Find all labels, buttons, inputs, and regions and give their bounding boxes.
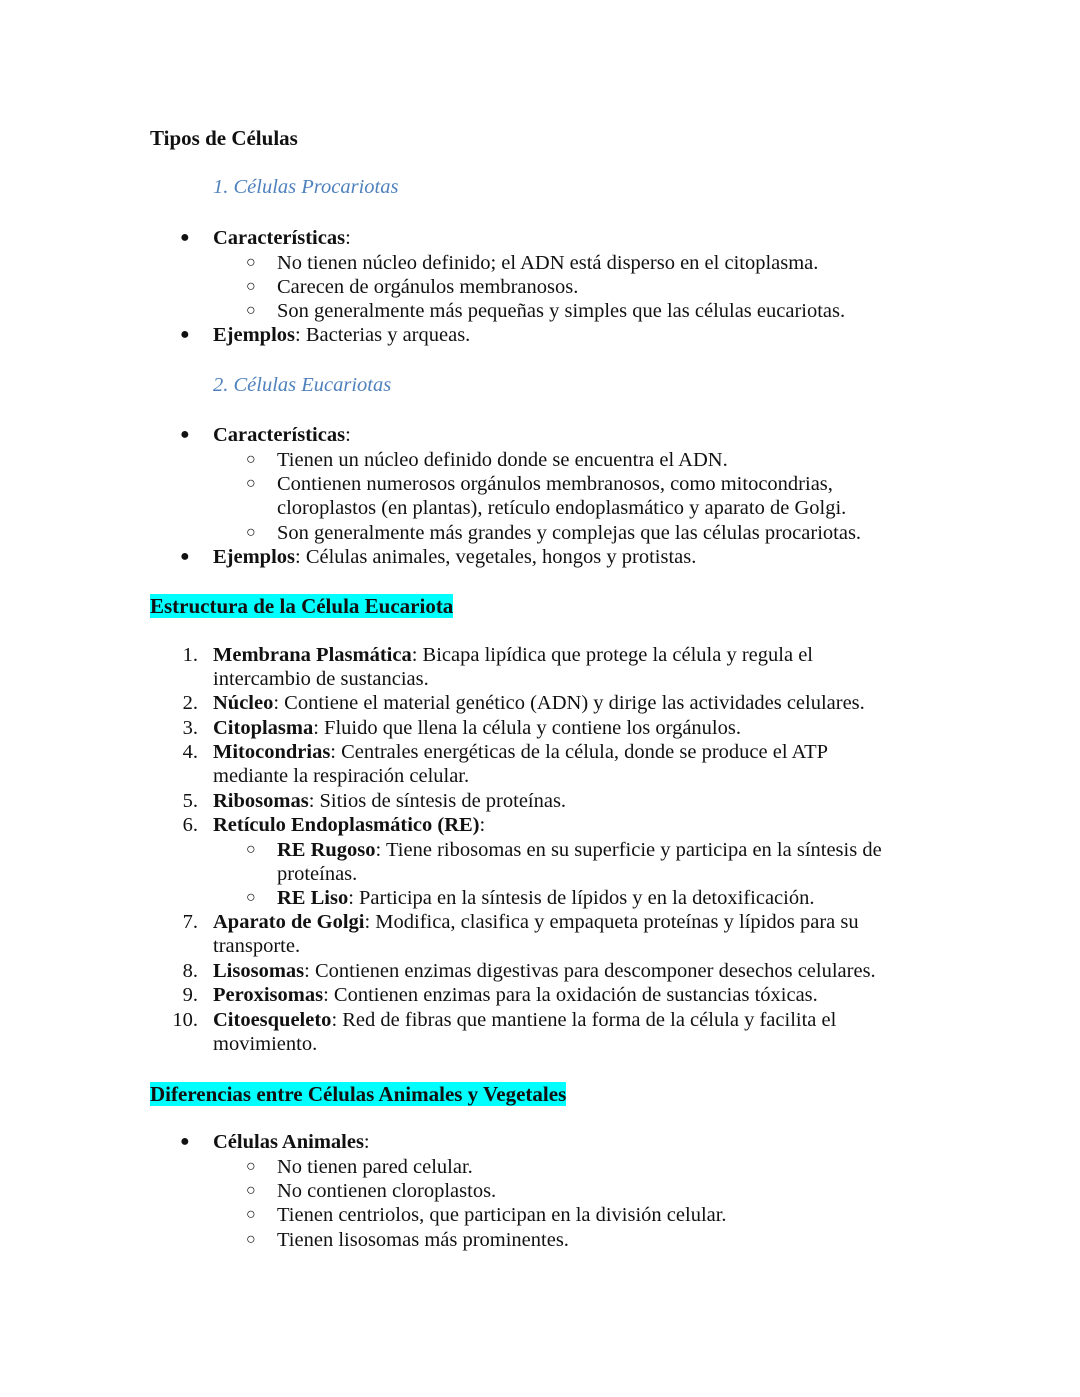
circle-bullet-icon: ○	[246, 841, 256, 858]
list-number: 10.	[172, 1009, 198, 1031]
structure-item: Aparato de Golgi: Modifica, clasifica y empaqueta proteínas y lípidos para su	[213, 911, 859, 933]
circle-bullet-icon: ○	[246, 1206, 256, 1223]
bullet-icon: ●	[180, 229, 190, 246]
re-sub-item: RE Liso: Participa en la síntesis de lípidos y en la detoxificación.	[277, 887, 815, 909]
structure-item-continuation: mediante la respiración celular.	[213, 765, 470, 787]
list-item: No tienen pared celular.	[277, 1156, 473, 1178]
circle-bullet-icon: ○	[246, 1182, 256, 1199]
bullet-icon: ●	[180, 426, 190, 443]
section-1-subtitle: 1. Células Procariotas	[213, 176, 399, 198]
structure-item: Membrana Plasmática: Bicapa lipídica que protege la célula y regula el	[213, 644, 813, 666]
list-item: Tienen un núcleo definido donde se encuentra el ADN.	[277, 449, 728, 471]
list-number: 2.	[182, 692, 198, 714]
animal-cells-heading: Células Animales:	[213, 1131, 370, 1153]
list-item: Tienen lisosomas más prominentes.	[277, 1229, 569, 1251]
page-title: Tipos de Células	[150, 126, 298, 150]
list-item: Tienen centriolos, que participan en la división celular.	[277, 1204, 727, 1226]
structure-item: Peroxisomas: Contienen enzimas para la oxidación de sustancias tóxicas.	[213, 984, 818, 1006]
list-number: 6.	[182, 814, 198, 836]
structure-item-continuation: movimiento.	[213, 1033, 318, 1055]
circle-bullet-icon: ○	[246, 475, 256, 492]
list-number: 3.	[182, 717, 198, 739]
differences-heading: Diferencias entre Células Animales y Vegetales	[150, 1082, 567, 1106]
structure-heading: Estructura de la Célula Eucariota	[150, 594, 454, 618]
list-item: Carecen de orgánulos membranosos.	[277, 276, 579, 298]
section-2-examples: Ejemplos: Células animales, vegetales, hongos y protistas.	[213, 546, 697, 568]
structure-item: Retículo Endoplasmático (RE):	[213, 814, 486, 836]
structure-item: Citoplasma: Fluido que llena la célula y contiene los orgánulos.	[213, 717, 741, 739]
list-number: 5.	[182, 790, 198, 812]
list-item: No tienen núcleo definido; el ADN está disperso en el citoplasma.	[277, 252, 819, 274]
bullet-icon: ●	[180, 548, 190, 565]
list-item: Son generalmente más pequeñas y simples que las células eucariotas.	[277, 300, 846, 322]
list-item: No contienen cloroplastos.	[277, 1180, 497, 1202]
section-2-subtitle: 2. Células Eucariotas	[213, 374, 392, 396]
structure-item: Mitocondrias: Centrales energéticas de la célula, donde se produce el ATP	[213, 741, 829, 763]
list-item: Son generalmente más grandes y complejas que las células procariotas.	[277, 522, 862, 544]
circle-bullet-icon: ○	[246, 254, 256, 271]
circle-bullet-icon: ○	[246, 524, 256, 541]
circle-bullet-icon: ○	[246, 889, 256, 906]
section-1-examples: Ejemplos: Bacterias y arqueas.	[213, 324, 471, 346]
structure-item: Citoesqueleto: Red de fibras que mantiene la forma de la célula y facilita el	[213, 1009, 837, 1031]
list-number: 8.	[182, 960, 198, 982]
section-2-char-heading: Características:	[213, 424, 351, 446]
list-number: 4.	[182, 741, 198, 763]
list-number: 7.	[182, 911, 198, 933]
circle-bullet-icon: ○	[246, 278, 256, 295]
circle-bullet-icon: ○	[246, 302, 256, 319]
circle-bullet-icon: ○	[246, 1231, 256, 1248]
list-item-continuation: cloroplastos (en plantas), retículo endoplasmático y aparato de Golgi.	[277, 497, 847, 519]
structure-item-continuation: transporte.	[213, 935, 301, 957]
list-number: 9.	[182, 984, 198, 1006]
bullet-icon: ●	[180, 326, 190, 343]
structure-item-continuation: intercambio de sustancias.	[213, 668, 429, 690]
circle-bullet-icon: ○	[246, 451, 256, 468]
list-item: Contienen numerosos orgánulos membranosos, como mitocondrias,	[277, 473, 833, 495]
structure-item: Lisosomas: Contienen enzimas digestivas para descomponer desechos celulares.	[213, 960, 876, 982]
re-sub-item: RE Rugoso: Tiene ribosomas en su superficie y participa en la síntesis de	[277, 839, 882, 861]
section-1-char-heading: Características:	[213, 227, 351, 249]
list-number: 1.	[182, 644, 198, 666]
structure-item: Ribosomas: Sitios de síntesis de proteínas.	[213, 790, 567, 812]
circle-bullet-icon: ○	[246, 1158, 256, 1175]
bullet-icon: ●	[180, 1133, 190, 1150]
re-sub-item-continuation: proteínas.	[277, 863, 358, 885]
structure-item: Núcleo: Contiene el material genético (ADN) y dirige las actividades celulares.	[213, 692, 865, 714]
